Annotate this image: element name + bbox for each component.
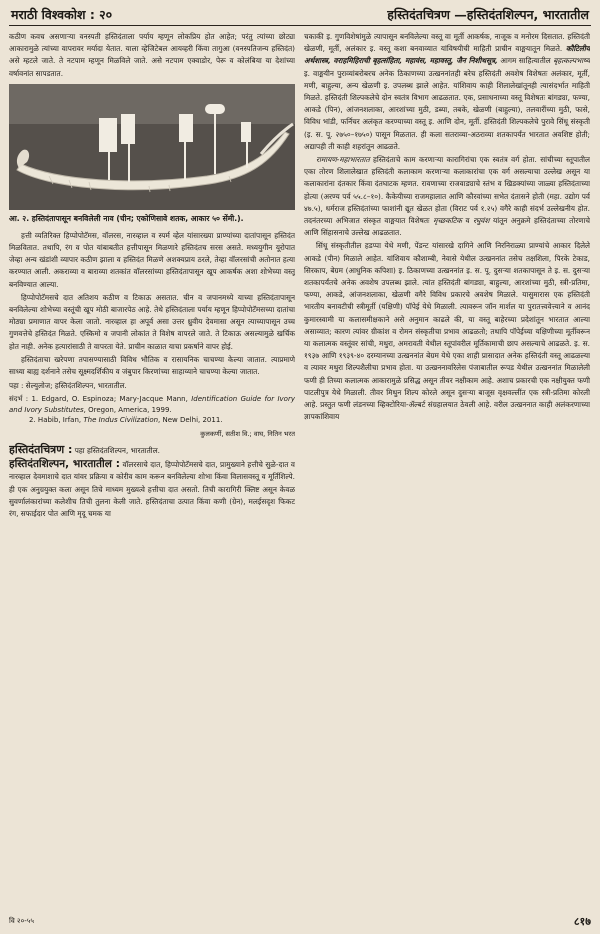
reference-1: 1. Edgard, O. Espinoza; Mary-Jacque Mann, Identification Guide for Ivory and Ivory Substitutes, Oregon, America, 1999. xyxy=(9,395,295,414)
page-number: ८१७ xyxy=(573,914,591,928)
signature-code: वि २०-५५ xyxy=(9,916,35,925)
see-also: पहा : सेल्युलोज; हस्तिदंतशिल्पन, भारतातील. xyxy=(9,381,127,391)
references-label: संदर्भ : xyxy=(9,395,29,404)
boat-figure-image xyxy=(9,84,295,210)
entry-cross-reference xyxy=(9,444,295,457)
running-header xyxy=(9,6,591,26)
volume-title: मराठी विश्वकोश : २० xyxy=(11,7,113,22)
paragraph: रामायण-महाभारतात हस्तिदंताचे काम करणाऱ्या कारागिरांचा एक स्वतंत्र वर्ग होता. सांचीच्या स्तूपातील एका तोरण शिलालेखात हस्तिदंती कलाकाम करणाऱ्या कलाकारांचा एक वर्ग असल्याचा उल्लेख असून या कलाकारांना दंतकार किंवा दंतघाटक म्हणत. रावणाच्या राजवाड्याचे स्तंभ व खिडक्यांच्या जाळ्या हस्तिदंताच्या होत्या (अरण्य पर्व ५५.८–१०). कैकेयीच्या राजमहालात आणि कौरवांच्या सभेत दंतासने होती (महा. उद्योग पर्व ४७.५), धर्मराज हस्तिदंतांच्या फाशांनी द्यूत खेळत होता (विराट पर्व १.२५) वगैरे काही संदर्भ उल्लेखनीय होत. तदनंतरच्या अभिजात संस्कृत वाङ्मयात विशेषतः मृच्छकटिक व रघुवंश यांतून अनुक्रमे हस्तिदंताच्या तोरणाचे आणि सिंहासनाचे उल्लेख आढळतात. xyxy=(304,155,590,238)
right-column xyxy=(304,31,590,919)
figure-caption: आ. २. हस्तिदंतापासून बनविलेली नाव (चीन; एकोणिसावे शतक, आकार ५० सेंमी.). xyxy=(9,213,244,223)
entry-paragraph xyxy=(9,458,295,520)
left-column xyxy=(9,31,295,919)
reference-2: 2. Habib, Irfan, The Indus Civilization, New Delhi, 2011. xyxy=(29,416,223,425)
references xyxy=(9,394,295,426)
page-footer xyxy=(9,914,591,928)
author-credit: कुलकर्णी, सतीश वि.; वाघ, नितिन भरत xyxy=(200,429,295,438)
entry-range-title: हस्तिदंतचित्रण —हस्तिदंतशिल्पन, भारतातील xyxy=(387,7,589,22)
entry-title: हस्तिदंतशिल्पन, भारतातील : xyxy=(9,458,120,471)
paragraph: चकाकी इ. गुणविशेषांमुळे त्यापासून बनविलेल्या वस्तू वा मूर्ती आकर्षक, नाजूक व मनोरम दिसतात. हस्तिदंती खेळणी, मूर्ती, अलंकार इ. वस्तू कशा बनवाव्यात यांविषयीची माहिती प्राचीन वाङ्मयातून मिळते. कौटिलीय अर्थशास्त्र, वराहमिहिराची बृहत्संहिता, महावंस, महावस्तू, जैन निशीथसूत्र, आगम साहित्यातील बृहत्कल्पभाष्य इ. वाङ्मयीन पुराव्यांबरोबरच अनेक ठिकाणच्या उत्खननांतही बरेच हस्तिदंती अवशेष विशेषतः अलंकार, मूर्ती, मणी, बाहुल्या, अन्य खेळणी इ. उपलब्ध झाले आहेत. यांशिवाय काही शिलालेखांतूनही त्यासंदर्भात माहिती मिळते. हस्तिदंती शिल्पकलेचे दोन स्वतंत्र विभाग आढळतात. एक, प्रसाधनाच्या वस्तू विशेषतः बांगड्या, फण्या, आकडे (पिन), आंजनशलाका, आरशांच्या मुठी, डब्या, तबके, खेळणी (बाहुल्या), तलवारींच्या मुठी, फासे, विविध भांडी, फर्निचर अलंकृत करण्याच्या वस्तू इ. आणि दोन, मूर्ती. हस्तिदंती शिल्पकलेचे पुरावे सिंधू संस्कृती (इ. स. पू. २७५०–१७५०) पासून मिळतात. ही कला सतराव्या-अठराव्या शतकापर्यंत भारतात अवशिष्ट होती; अद्यापही ती काही शहरांतून आढळते. xyxy=(304,32,590,151)
paragraph: सिंधू संस्कृतीतील हडप्पा येथे मणी, पेंडन्ट यांसारखे दागिने आणि निरनिराळ्या प्राण्यांचे आकार दिलेले आकडे (पीन) मिळाले आहेत. यांशिवाय कौशाम्बी, नेवासे येथील उत्खननांत तसेच तक्षशिला, पिरके टेकाड, सिरकाप, बेग्रम (आधुनिक कपिशा) इ. ठिकाणच्या उत्खननांत इ. स. पू. दुसऱ्या शतकापासून ते इ. स. दुसऱ्या शतकापर्यंतचे अनेक अवशेष उपलब्ध झाले. त्यांत हस्तिदंती बांगड्या, बाहुल्या, आरशांच्या मुठी, स्त्री-प्रतिमा, फण्या, आकडे, आंजनशलाका, खेळणी वगैरे विविध प्रकारचे अवशेष मिळाले. यासुमारास एक हस्तिदंती भारतीय बनावटीची स्त्रीमूर्ती (यक्षिणी) पॉपेई येथे मिळाली. त्यावरून जॉन मार्शल या पुरातत्त्ववेत्त्याने व आनंद कुमारस्वामी या कलासमीक्षकाने असे अनुमान काढले की, या वस्तू बाहेरच्या प्रदेशांतून भारतात आल्या असाव्यात; कारण त्यांवर ग्रीकांश व रोमन संस्कृतीचा प्रभाव आढळतो; तथापि पॉपेईच्या यक्षिणीच्या मूर्तीवरून या कलात्मक वस्तूंवर सांची, मथुरा, अमरावती येथील स्तूपांवरील मूर्तिकामाची छाप असल्याचे आढळते. इ. स. १९३७ आणि १९३९-४० दरम्यानच्या उत्खननांत बेग्रम येथे एका शाही प्रासादात अनेक हस्तिदंती वस्तू आढळल्या व त्यावर मथुरा शिल्पशैलीचा प्रभाव होता. या उत्खननावरिलेस पंजाबातील रूपड येथील उत्खननांत मिळालेली फणी ही तिच्या कलात्मक आकारामुळे प्रसिद्ध असून तीवर नक्षीकाम आहे. अशाच प्रकारची एक नक्षीयुक्त फणी पाटलीपुत्र येथे मिळाली. तीवर मिथुन शिल्प कोरले असून दुसऱ्या बाजूस वृक्षवल्लींत एक स्त्री-प्रतिमा कोरली आहे. प्रस्तुत फणी लंडनच्या व्हिक्टोरिया-ॲल्बर्ट संग्रहालयात ठेवली आहे. वरील उत्खननात काही अलंकरणाच्या ज्ञापकांशिवाय xyxy=(304,241,590,422)
paragraph: कठीण कवच असणाऱ्या वनस्पती हस्तिदंताला पर्याय म्हणून लोकप्रिय होत आहेत; परंतु त्यांच्या छोट्या आकारामुळे त्यांच्या वापरावर मर्यादा येतात. याला व्हेजिटेबल आयव्हरी किंवा तागुआ (वनस्पतिजन्य हस्तिदंत) असे म्हटले जाते. ते नटपाम म्हणून मिळविले जाते. असे नटपाम एक्वाडोर, पेरू व कोलंबिया या देशांच्या वर्षावनांत सापडतात. xyxy=(9,32,295,78)
entry-cross-ref-text: पहा हस्तिदंतशिल्पन, भारतातील. xyxy=(72,445,160,455)
ivory-boat-illustration xyxy=(9,84,295,210)
entry-text: वॉलरसाचे दात, हिप्पोपोटॅमसचे दात, प्रामुख्याने हत्तीचे सुळे-दात व नारव्हाल देवमाशाचे दात यांवर प्रक्रिया व कोरीव काम करून बनविलेल्या शोभा किंवा विलासवस्तू व मूर्तिशिल्पे. ही एक अनुग्रयुक्त कला असून तिचे माध्यम मुख्यत्वे हत्तीचा दात असतो. तिची कारागिरी क्लिष्ट असून केवळ सुवर्णालंकारांच्या कलेशीच तिची तुलना केली जाते. हस्तिदंताचा उत्पात किंवा कणी (ग्रेन), मलईसदृश फिकट रंग, सफाईदार पोत आणि मृदू चमक या xyxy=(9,460,295,518)
text-columns xyxy=(9,31,591,919)
entry-title: हस्तिदंतचित्रण : xyxy=(9,442,73,456)
paragraph: हस्तिदंताचा खरेपणा तपासण्यासाठी विविध भौतिक व रासायनिक चाचण्या केल्या जातात. त्याप्रमाणे साध्या बाह्य दर्शनाने तसेच सूक्ष्मदर्शिकीय व जंबुपार किरणांच्या साहाय्याने चाचण्या केल्या जातात. xyxy=(9,354,295,377)
paragraph: हत्ती व्यतिरिक्त हिप्पोपोटॅमस, वॉलरस, नारव्हाल व स्पर्म व्हेल यांसारख्या प्राण्यांच्या दातांपासून हस्तिदंत मिळवितात. तथापि, रंग व पोत यांबाबतीत हत्तीपासून मिळणारे हस्तिदंतच सरस असते. मध्ययुगीन यूरोपात जेव्हा अन्य खंडांशी व्यापार कठीण झाला व हस्तिदंत मिळणे अशक्यप्राय ठरले, तेव्हा वॉलरसांची अतोनात हत्या करण्यात आली. अकराव्या व बाराव्या शतकांत वॉलरसांच्या हस्तिदंतापासून खूप आकर्षक अशा शोभेच्या वस्तू बनविण्यात आल्या. xyxy=(9,230,295,289)
paragraph: हिप्पोपोटॅमसचे दात अतिशय कठीण व टिकाऊ असतात. चीन व जपानमध्ये याच्या हस्तिदंतापासून बनविलेल्या शोभेच्या वस्तूंची खूप मोठी बाजारपेठ आहे. तेथे हस्तिदंताला पर्याय म्हणून हिप्पोपोटॅमसच्या दातांचा मोठ्या प्रमाणात वापर केला जातो. नारव्हाल हा अपूर्व असा उत्तर ध्रुवीय देवमासा असून त्याच्यापासून उच्च गुणवत्तेचे हस्तिदंत मिळते. एस्किमो व जपानी लोकांत ते विशेष वापरले जाते. ते टिकाऊ असल्यामुळे खर्चिक होत नाही. अनेक हत्यारांसाठी ते वापरता येते. प्राचीन काळात याचा प्रकर्षाने वापर होई. xyxy=(9,292,295,351)
